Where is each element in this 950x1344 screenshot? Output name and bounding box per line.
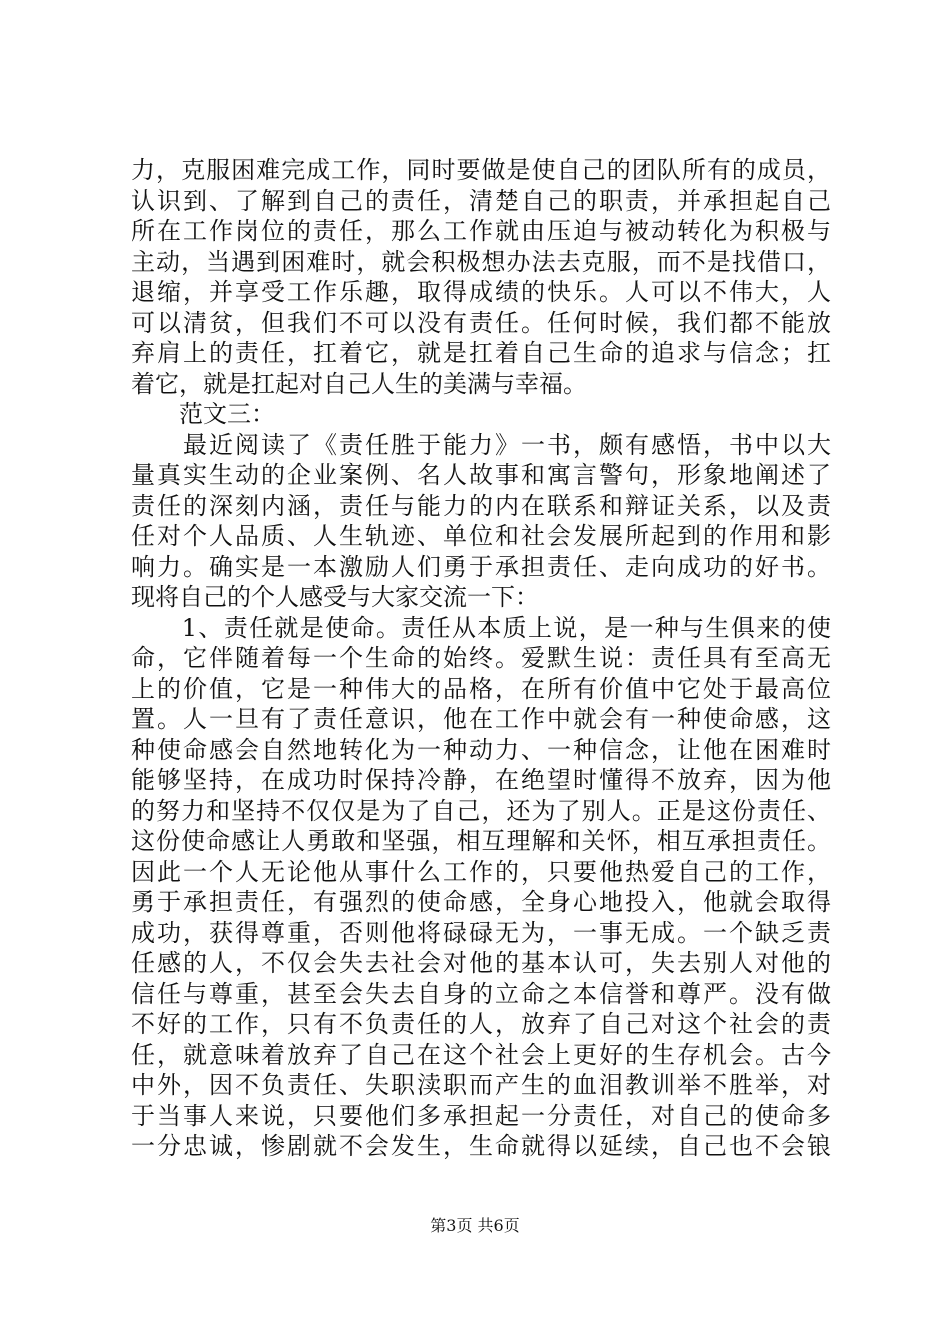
text-line: 响力。确实是一本激励人们勇于承担责任、走向成功的好书。 (131, 552, 831, 581)
text-line: 范文三： (131, 400, 275, 428)
text-line: 任感的人，不仅会失去社会对他的基本认可，失去别人对他的 (131, 949, 831, 977)
text-line: 这份使命感让人勇敢和坚强，相互理解和关怀，相互承担责任。 (131, 827, 831, 855)
page-footer: 第3页 共6页 (430, 1216, 520, 1235)
text-line: 于当事人来说，只要他们多承担起一分责任，对自己的使命多 (131, 1101, 831, 1130)
text-line: 信任与尊重，甚至会失去自身的立命之本信誉和尊严。没有做 (131, 979, 831, 1008)
text-line: 着它，就是扛起对自己人生的美满与幸福。 (131, 369, 587, 398)
text-line: 弃肩上的责任，扛着它，就是扛着自己生命的追求与信念；扛 (131, 339, 831, 367)
text-line: 力，克服困难完成工作，同时要做是使自己的团队所有的成员， (131, 156, 831, 184)
text-line: 量真实生动的企业案例、名人故事和寓言警句，形象地阐述了 (131, 461, 831, 489)
text-line: 能够坚持，在成功时保持冷静，在绝望时懂得不放弃，因为他 (131, 766, 831, 794)
text-line: 认识到、了解到自己的责任，清楚自己的职责，并承担起自己 (131, 186, 831, 215)
text-line: 的努力和坚持不仅仅是为了自己，还为了别人。正是这份责任、 (131, 796, 831, 825)
text-line: 种使命感会自然地转化为一种动力、一种信念，让他在困难时 (131, 735, 831, 764)
text-line: 退缩，并享受工作乐趣，取得成绩的快乐。人可以不伟大，人 (131, 278, 831, 306)
text-line: 成功，获得尊重，否则他将碌碌无为，一事无成。一个缺乏责 (131, 918, 831, 947)
text-line: 最近阅读了《责任胜于能力》一书，颇有感悟，书中以大 (131, 430, 831, 459)
text-line: 命，它伴随着每一个生命的始终。爱默生说：责任具有至高无 (131, 644, 831, 672)
text-line: 现将自己的个人感受与大家交流一下： (131, 583, 539, 611)
text-line: 责任的深刻内涵，责任与能力的内在联系和辩证关系，以及责 (131, 491, 831, 520)
text-line: 因此一个人无论他从事什么工作的，只要他热爱自己的工作， (131, 857, 831, 886)
text-line: 任，就意味着放弃了自己在这个社会上更好的生存机会。古今 (131, 1040, 831, 1069)
text-line: 勇于承担责任，有强烈的使命感，全身心地投入，他就会取得 (131, 888, 831, 916)
text-line: 一分忠诚，惨剧就不会发生，生命就得以延续，自己也不会锒 (131, 1132, 831, 1160)
text-line: 主动，当遇到困难时，就会积极想办法去克服，而不是找借口， (131, 247, 831, 276)
text-line: 1、责任就是使命。责任从本质上说，是一种与生俱来的使 (131, 613, 831, 642)
text-line: 上的价值，它是一种伟大的品格，在所有价值中它处于最高位 (131, 674, 831, 703)
text-line: 中外，因不负责任、失职渎职而产生的血泪教训举不胜举，对 (131, 1071, 831, 1099)
text-line: 任对个人品质、人生轨迹、单位和社会发展所起到的作用和影 (131, 522, 831, 550)
text-line: 可以清贫，但我们不可以没有责任。任何时候，我们都不能放 (131, 308, 831, 337)
body-text (131, 155, 831, 1162)
text-line: 所在工作岗位的责任，那么工作就由压迫与被动转化为积极与 (131, 217, 831, 245)
text-line: 置。人一旦有了责任意识，他在工作中就会有一种使命感，这 (131, 705, 831, 733)
text-line: 不好的工作，只有不负责任的人，放弃了自己对这个社会的责 (131, 1010, 831, 1038)
